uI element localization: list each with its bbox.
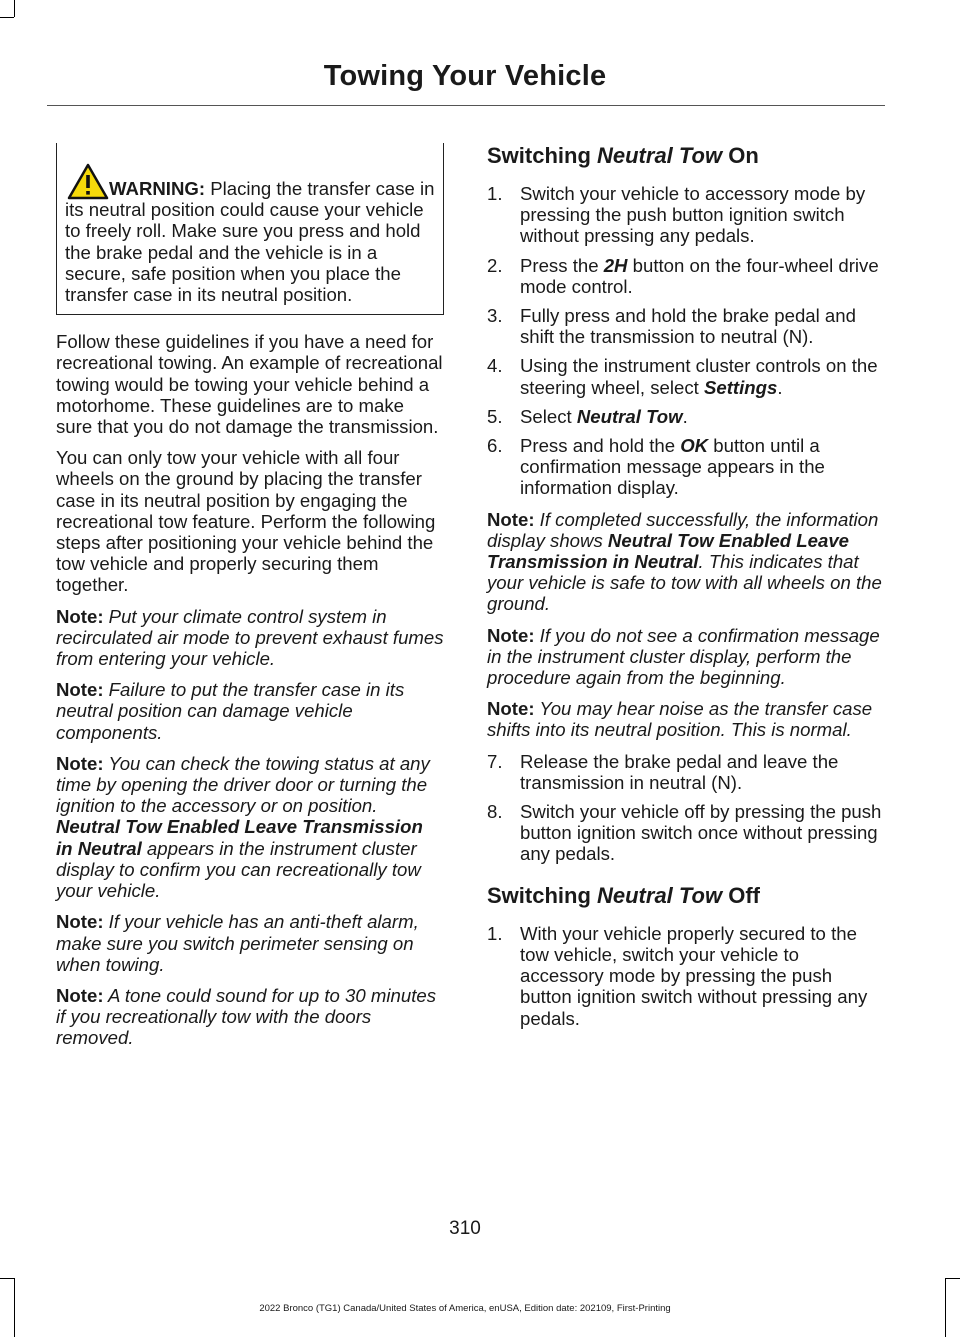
page-number: 310 <box>449 1218 481 1239</box>
note: Note: Put your climate control system in recirculated air mode to prevent exhaust fumes from entering your vehicle. <box>56 605 444 670</box>
note: Note: A tone could sound for up to 30 minutes if you recreationally tow with the doors removed. <box>56 984 437 1049</box>
header-divider <box>47 105 885 106</box>
crop-mark <box>946 1278 960 1279</box>
list-item: 1. Switch your vehicle to accessory mode by pressing the push button ignition switch without pressing any pedals. <box>487 183 866 247</box>
list-item: 2. Press the 2H button on the four-wheel drive mode control. <box>487 254 879 297</box>
left-column <box>56 143 444 1059</box>
note: Note: Failure to put the transfer case in its neutral position can damage vehicle components. <box>56 679 405 743</box>
note: Note: If your vehicle has an anti-theft alarm, make sure you switch perimeter sensing on when towing. <box>56 911 419 975</box>
section-heading-off: Switching Neutral Tow Off <box>487 882 760 908</box>
list-item: 6. Press and hold the OK button until a confirmation message appears in the information display. <box>487 435 825 499</box>
paragraph: You can only tow your vehicle with all four wheels on the ground by placing the transfer case in its neutral position by engaging the recreational tow feature. Perform the following steps after positioning your vehicle behind the tow vehicle and properly securing them together. <box>56 447 436 596</box>
warning-label: WARNING: <box>109 178 206 199</box>
note: Note: You may hear noise as the transfer case shifts into its neutral position. This is normal. <box>487 698 873 741</box>
page-title: Towing Your Vehicle <box>323 60 607 92</box>
list-item: 1. With your vehicle properly secured to the tow vehicle, switch your vehicle to accessory mode by pressing the push button ignition switch without pressing any pedals. <box>487 922 868 1029</box>
paragraph: Follow these guidelines if you have a need for recreational towing. An example of recreational towing would be towing your vehicle behind a motorhome. These guidelines are to make sure that you do not damage the transmission. <box>56 331 443 438</box>
crop-mark <box>945 1278 946 1337</box>
warning-triangle-icon <box>67 163 109 200</box>
list-item: 4. Using the instrument cluster controls on the steering wheel, select Settings. <box>487 355 878 398</box>
section-heading-on: Switching Neutral Tow On <box>487 143 759 168</box>
list-item: 3. Fully press and hold the brake pedal and shift the transmission to neutral (N). <box>487 305 856 348</box>
warning-text: WARNING: Placing the transfer case in its neutral position could cause your vehicle to freely roll. Make sure you press and hold the brake pedal and the vehicle is in a secure, safe position when you place the transfer case in its neutral position. <box>65 178 435 306</box>
footer-text: 2022 Bronco (TG1) Canada/United States of America, enUSA, Edition date: 202109, First-Printing <box>259 1303 671 1314</box>
steps-list-on-continued <box>487 751 883 865</box>
crop-mark <box>0 17 14 18</box>
note: Note: You can check the towing status at any time by opening the driver door or turning the ignition to the accessory or on position. Neutral Tow Enabled Leave Transmission in Neutral appears in the instrument cluster display to confirm you can recreationally tow your vehicle. <box>56 752 430 902</box>
right-column <box>487 143 883 1039</box>
warning-box <box>56 143 444 315</box>
steps-list-on <box>487 183 883 499</box>
list-item: 7. Release the brake pedal and leave the transmission in neutral (N). <box>487 750 839 793</box>
note: Note: If completed successfully, the information display shows Neutral Tow Enabled Leave Transmission in Neutral. This indicates that your vehicle is safe to tow with all wheels on the ground. <box>487 508 882 615</box>
list-item: 8. Switch your vehicle off by pressing the push button ignition switch once without pressing any pedals. <box>487 801 882 865</box>
crop-mark <box>14 0 15 17</box>
crop-mark <box>0 1278 14 1279</box>
steps-list-off <box>487 923 883 1029</box>
note: Note: If you do not see a confirmation message in the instrument cluster display, perform the procedure again from the beginning. <box>487 624 880 689</box>
list-item: 5. Select Neutral Tow. <box>487 405 688 427</box>
